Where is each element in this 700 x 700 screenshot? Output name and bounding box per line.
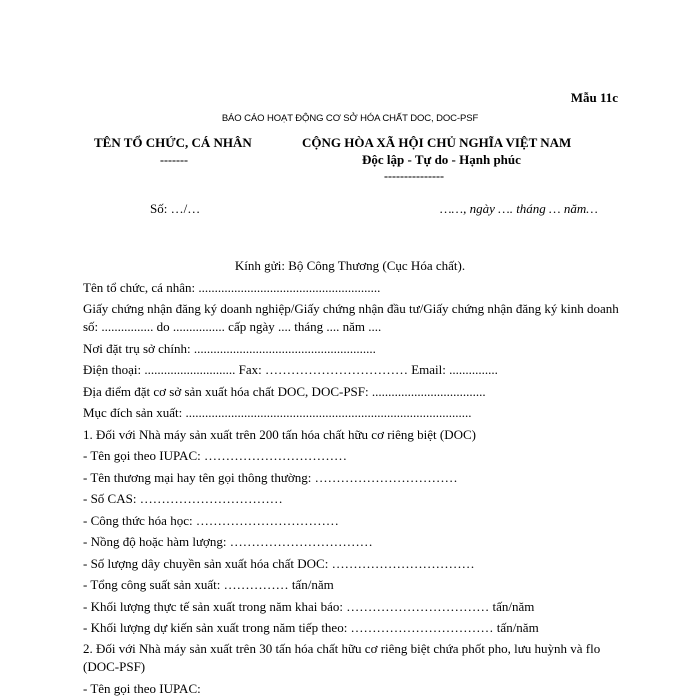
org-name-line: Tên tổ chức, cá nhân: ........................................................ bbox=[83, 280, 381, 295]
iupac-name-line-2: - Tên gọi theo IUPAC: bbox=[83, 680, 201, 696]
production-lines-count-line: - Số lượng dây chuyền sản xuất hóa chất DOC: …………………………… bbox=[83, 555, 475, 571]
certificate-line: Giấy chứng nhận đăng ký doanh nghiệp/Giấy chứng nhận đầu tư/Giấy chứng nhận đăng ký kinh doanh số: ................ do ................ cấp ngày .... tháng .... năm .... bbox=[83, 300, 619, 334]
section-1-heading: 1. Đối với Nhà máy sản xuất trên 200 tấn hóa chất hữu cơ riêng biệt (DOC) bbox=[83, 426, 477, 442]
motto-dash: --------------- bbox=[384, 169, 444, 183]
form-body bbox=[83, 277, 623, 699]
org-heading: TÊN TỔ CHỨC, CÁ NHÂN bbox=[94, 135, 252, 150]
trade-name-line: - Tên thương mại hay tên gọi thông thường: …………………………… bbox=[83, 469, 458, 485]
addressee: Kính gửi: Bộ Công Thương (Cục Hóa chất). bbox=[234, 258, 466, 273]
org-dash: ------- bbox=[160, 153, 188, 167]
document-number: Số: …/… bbox=[150, 201, 201, 216]
concentration-line: - Nồng độ hoặc hàm lượng: …………………………… bbox=[83, 534, 373, 549]
report-title: BÁO CÁO HOẠT ĐỘNG CƠ SỞ HÓA CHẤT DOC, DOC-PSF bbox=[221, 113, 479, 124]
chemical-formula-line: - Công thức hóa học: …………………………… bbox=[83, 512, 339, 528]
head-office-line: Nơi đặt trụ sở chính: ........................................................ bbox=[83, 340, 376, 356]
planned-volume-line: - Khối lượng dự kiến sản xuất trong năm tiếp theo: …………………………… tấn/năm bbox=[83, 620, 539, 635]
total-capacity-line: - Tổng công suất sản xuất: …………… tấn/năm bbox=[83, 577, 334, 592]
contact-line: Điện thoại: ............................ Fax: …………………………… Email: ............... bbox=[83, 362, 498, 377]
facility-location-line: Địa điểm đặt cơ sở sản xuất hóa chất DOC, DOC-PSF: ................................... bbox=[83, 383, 486, 399]
document-date: ……, ngày …. tháng … năm… bbox=[440, 201, 598, 216]
form-code: Mẫu 11c bbox=[570, 90, 618, 105]
actual-volume-line: - Khối lượng thực tế sản xuất trong năm khai báo: …………………………… tấn/năm bbox=[83, 598, 535, 614]
purpose-line: Mục đích sản xuất: ........................................................................................ bbox=[83, 405, 472, 420]
iupac-name-line: - Tên gọi theo IUPAC: …………………………… bbox=[83, 448, 347, 463]
nation-title: CỘNG HÒA XÃ HỘI CHỦ NGHĨA VIỆT NAM bbox=[302, 135, 572, 150]
cas-number-line: - Số CAS: …………………………… bbox=[83, 491, 283, 506]
section-2-heading: 2. Đối với Nhà máy sản xuất trên 30 tấn hóa chất hữu cơ riêng biệt chứa phốt pho, lưu huỳnh và flo (DOC-PSF) bbox=[83, 640, 601, 674]
motto: Độc lập - Tự do - Hạnh phúc bbox=[362, 152, 521, 167]
